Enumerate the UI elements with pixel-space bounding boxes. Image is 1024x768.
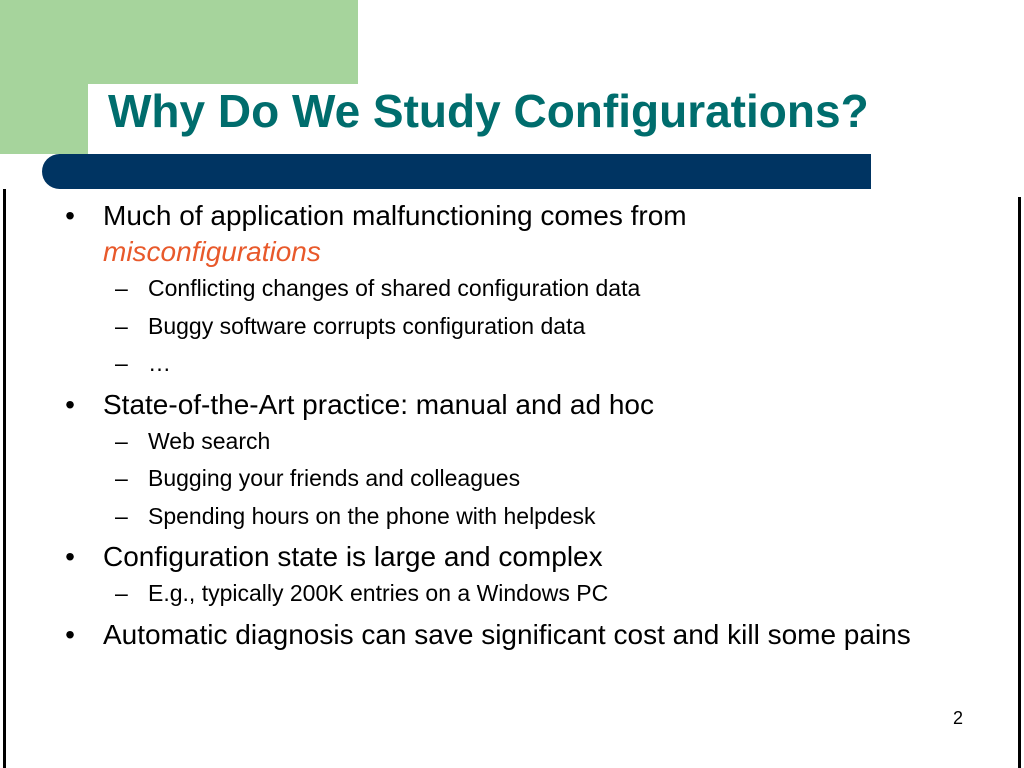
page-number: 2 — [952, 708, 963, 728]
sub-item — [60, 308, 960, 346]
sub-item-text: Spending hours on the phone with helpdesk — [148, 502, 596, 529]
bullet-marker: • — [65, 388, 75, 420]
sub-item — [60, 460, 960, 498]
bullet-marker: • — [65, 618, 75, 650]
bullet-item — [60, 617, 960, 653]
sub-item-text: … — [148, 350, 171, 376]
dash-marker: – — [115, 502, 128, 529]
dash-marker: – — [115, 312, 128, 339]
bullet-text: Configuration state is large and complex — [103, 541, 603, 572]
dash-marker: – — [115, 580, 128, 606]
left-border-line — [3, 189, 6, 768]
sub-item — [60, 270, 960, 308]
dash-marker: – — [115, 275, 128, 301]
slide-content — [60, 198, 960, 653]
sub-item — [60, 575, 960, 613]
sub-item — [60, 423, 960, 461]
dash-marker: – — [115, 350, 128, 376]
dash-marker: – — [115, 427, 128, 454]
bullet-text: Automatic diagnosis can save significant cost and kill some pains — [103, 618, 911, 650]
emphasis-text: misconfigurations — [103, 236, 321, 267]
bullet-item — [60, 539, 960, 575]
bullet-item — [60, 198, 960, 270]
sub-item-text: Web search — [148, 427, 271, 454]
sub-item-text: E.g., typically 200K entries on a Windows PC — [148, 580, 609, 606]
bullet-text: State-of-the-Art practice: manual and ad hoc — [103, 388, 654, 420]
right-border-line — [1018, 197, 1021, 768]
slide-title: Why Do We Study Configurations? — [108, 85, 869, 137]
bullet-marker: • — [65, 200, 75, 231]
sub-item-text: Bugging your friends and colleagues — [148, 465, 521, 491]
bullet-marker: • — [65, 541, 75, 572]
bullet-text: Much of application malfunctioning comes from — [103, 200, 687, 231]
title-underline-bar — [42, 154, 871, 189]
dash-marker: – — [115, 465, 128, 491]
sub-item-text: Buggy software corrupts configuration data — [148, 312, 586, 339]
bullet-item — [60, 387, 960, 423]
sub-item-text: Conflicting changes of shared configuration data — [148, 275, 641, 301]
sub-item — [60, 498, 960, 536]
sub-item — [60, 345, 960, 383]
